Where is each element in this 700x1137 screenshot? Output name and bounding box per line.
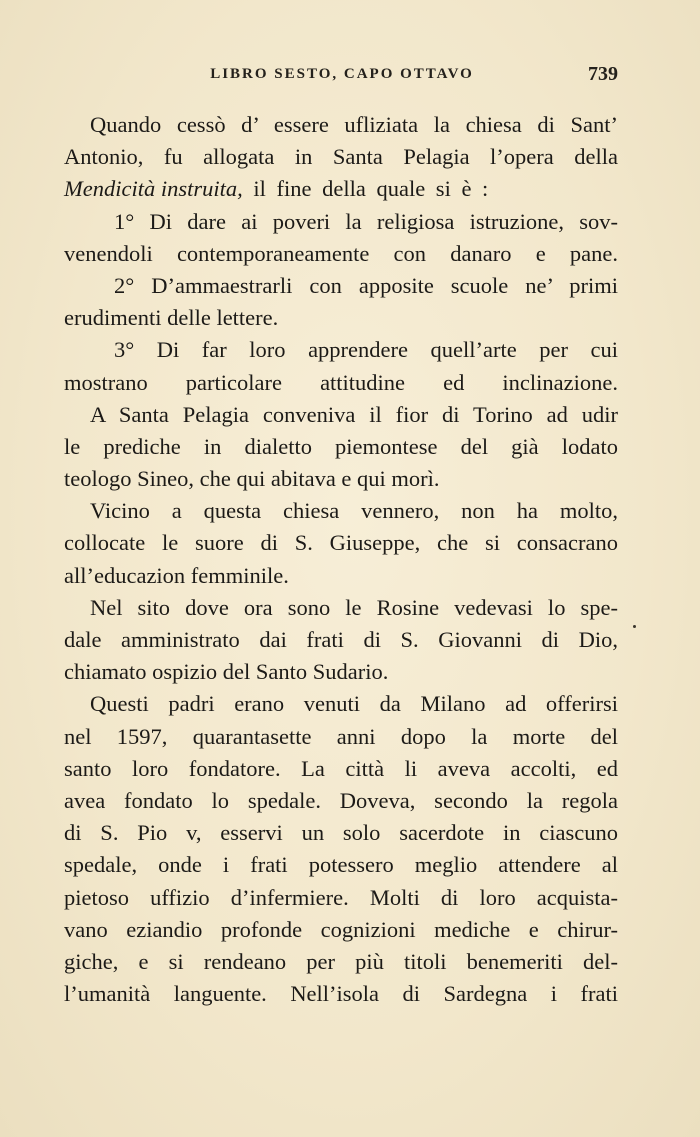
text-line: erudimenti delle lettere. [64,305,279,331]
ink-speck [633,625,636,628]
page-number: 739 [588,63,618,85]
text-line: pietoso uffizio d’infermiere. Molti di loro acquista- [64,884,618,910]
text-line: 3° Di far loro apprendere quell’arte per cui [114,337,618,363]
text-line: spedale, onde i frati potessero meglio attendere al [64,852,618,878]
text-line: 1° Di dare ai poveri la religiosa istruzione, sov- [114,208,618,234]
text-line: dale amministrato dai frati di S. Giovanni di Dio, [64,627,618,652]
text-line: all’educazion femminile. [64,562,289,588]
text-line: l’umanità languente. Nell’isola di Sardegna i frati [64,981,618,1007]
text-line: 2° D’ammaestrarli con apposite scuole ne’ primi [114,272,618,298]
text-line: Vicino a questa chiesa vennero, non ha molto, [90,498,618,524]
text-line: chiamato ospizio del Santo Sudario. [64,659,389,685]
text-line: Nel sito dove ora sono le Rosine vedevasi lo spe- [90,594,618,620]
text-line: Questi padri erano venuti da Milano ad offerirsi [90,691,618,717]
body-text [64,109,618,1010]
text-line: santo loro fondatore. La città li aveva accolti, ed [64,755,618,781]
text-line: venendoli contemporaneamente con danaro e pane. [64,240,618,266]
text-line: giche, e si rendeano per più titoli benemeriti del- [64,948,618,974]
text-span: il fine della quale si è : [242,176,489,202]
text-line: le prediche in dialetto piemontese del già lodato [64,433,618,459]
text-line: vano eziandio profonde cognizioni mediche e chirur- [64,916,618,942]
text-line: teologo Sineo, che qui abitava e qui morì. [64,466,440,492]
italic-title: Mendicità instruita, [64,176,243,202]
text-line: collocate le suore di S. Giuseppe, che si consacrano [64,530,618,556]
page-header [64,63,620,90]
running-head: LIBRO SESTO, CAPO OTTAVO [210,66,474,82]
text-line: Quando cessò d’ essere ufliziata la chiesa di Sant’ [90,112,618,137]
text-line: di S. Pio v, esservi un solo sacerdote in ciascuno [64,820,618,846]
text-line: avea fondato lo spedale. Doveva, secondo la regola [64,787,618,813]
text-line: A Santa Pelagia conveniva il fior di Torino ad udir [90,401,618,427]
text-line: mostrano particolare attitudine ed inclinazione. [64,369,618,395]
text-line: nel 1597, quarantasette anni dopo la morte del [64,723,618,749]
text-line: Antonio, fu allogata in Santa Pelagia l’opera della [64,144,618,170]
text-line [64,173,618,205]
